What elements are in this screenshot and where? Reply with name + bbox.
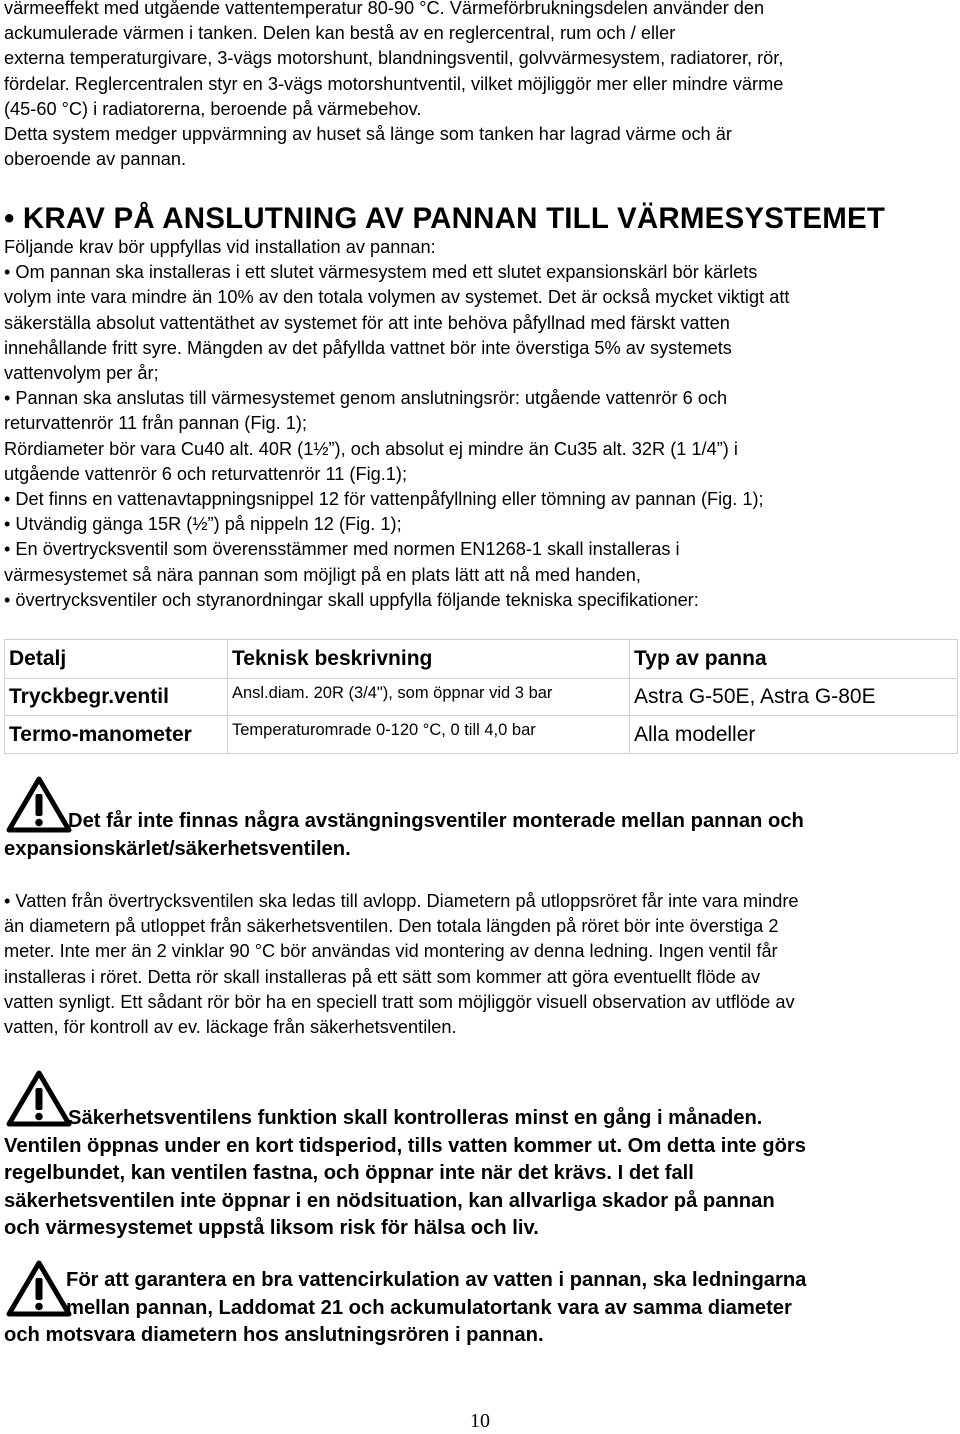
- intro-line: värmeeffekt med utgående vattentemperatur 80-90 °C. Värmeförbrukningsdelen använder den: [4, 0, 765, 18]
- intro-line: Detta system medger uppvärmning av huset så länge som tanken har lagrad värme och är: [4, 124, 732, 145]
- requirement-line: • En övertrycksventil som överensstämmer med normen EN1268-1 skall installeras i: [4, 539, 680, 560]
- drain-line: • Vatten från övertrycksventilen ska ledas till avlopp. Diametern på utloppsröret får inte vara mindre: [4, 891, 799, 911]
- warning-line: regelbundet, kan ventilen fastna, och öppnar inte när det krävs. I det fall: [4, 1162, 694, 1184]
- warning-line: och motsvara diametern hos anslutningsrören i pannan.: [4, 1324, 544, 1346]
- spec-table: [4, 639, 958, 754]
- drain-line: meter. Inte mer än 2 vinklar 90 °C bör användas vid montering av denna ledning. Ingen ventil får: [4, 941, 778, 962]
- warning-line: säkerhetsventilen inte öppnar i en nödsituation, kan allvarliga skador på pannan: [4, 1189, 775, 1212]
- intro-paragraph: [4, 0, 956, 172]
- requirement-line: • Utvändig gänga 15R (½”) på nippeln 12 (Fig. 1);: [4, 514, 402, 535]
- drain-line: än diametern på utloppet från säkerhetsventilen. Den totala längden på röret bör inte överstiga 2: [4, 916, 779, 937]
- table-cell: Astra G-50E, Astra G-80E: [630, 679, 958, 716]
- intro-line: ackumulerade värmen i tanken. Delen kan bestå av en reglercentral, rum och / eller: [4, 23, 676, 44]
- warning-circulation: [4, 1267, 956, 1350]
- table-header-cell: Typ av panna: [630, 640, 958, 679]
- requirement-line: volym inte vara mindre än 10% av den totala volymen av systemet. Det är också mycket viktigt att: [4, 287, 790, 308]
- requirement-line: Följande krav bör uppfyllas vid installation av pannan:: [4, 237, 436, 257]
- requirement-line: • Om pannan ska installeras i ett slutet värmesystem med ett slutet expansionskärl bör kärlets: [4, 262, 758, 283]
- table-header-cell: Detalj: [5, 640, 228, 679]
- table-row: [5, 679, 958, 716]
- requirement-line: • övertrycksventiler och styranordningar skall uppfylla följande tekniska specifikationer:: [4, 589, 699, 610]
- requirement-line: värmesystemet så nära pannan som möjligt på en plats lätt att nå med handen,: [4, 564, 641, 585]
- warning-line: mellan pannan, Laddomat 21 och ackumulatortank vara av samma diameter: [66, 1296, 792, 1319]
- table-cell: [228, 716, 630, 754]
- requirements-list: [4, 235, 956, 613]
- section-heading: • KRAV PÅ ANSLUTNING AV PANNAN TILL VÄRMESYSTEMET: [4, 202, 886, 235]
- table-header-row: [5, 640, 958, 679]
- intro-line: oberoende av pannan.: [4, 149, 187, 170]
- warning-line: Det får inte finnas några avstängningsventiler monterade mellan pannan och: [68, 810, 804, 832]
- warning-line: Ventilen öppnas under en kort tidsperiod, tills vatten kommer ut. Om detta inte görs: [4, 1134, 807, 1157]
- requirement-line: utgående vattenrör 6 och returvattenrör 11 (Fig.1);: [4, 463, 408, 484]
- drain-line: installeras i röret. Detta rör skall installeras på ett sätt som kommer att göra eventuellt flöde av: [4, 966, 761, 987]
- warning-line: expansionskärlet/säkerhetsventilen.: [4, 837, 351, 860]
- drain-paragraph: [4, 889, 956, 1040]
- warning-valves: [4, 808, 956, 863]
- requirement-line: • Det finns en vattenavtappningsnippel 12 för vattenpåfyllning eller tömning av pannan (Fig. 1);: [4, 489, 764, 510]
- intro-line: fördelar. Reglercentralen styr en 3-vägs motorshuntventil, vilket möjliggör mer eller mindre värme: [4, 73, 784, 94]
- table-row: [5, 716, 958, 754]
- table-header-cell: Teknisk beskrivning: [228, 640, 630, 679]
- table-cell: Termo-manometer: [5, 716, 228, 754]
- drain-line: vatten, för kontroll av ev. läckage från säkerhetsventilen.: [4, 1017, 457, 1038]
- warning-line: och värmesystemet uppstå liksom risk för hälsa och liv.: [4, 1217, 539, 1239]
- requirement-line: • Pannan ska anslutas till värmesystemet genom anslutningsrör: utgående vattenrör 6 och: [4, 388, 728, 409]
- warning-safety-valve: [4, 1105, 956, 1243]
- page-number: 10: [470, 1410, 490, 1432]
- requirement-line: vattenvolym per år;: [4, 363, 159, 384]
- requirement-line: säkerställa absolut vattentäthet av systemet för att inte behöva påfyllnad med färskt vatten: [4, 312, 730, 333]
- table-cell: Alla modeller: [630, 716, 958, 754]
- drain-line: vatten synligt. Ett sådant rör bör ha en speciell tratt som möjliggör visuell observation av utflöde av: [4, 991, 795, 1012]
- intro-line: (45-60 °C) i radiatorerna, beroende på värmebehov.: [4, 98, 422, 119]
- requirement-line: returvattenrör 11 från pannan (Fig. 1);: [4, 413, 307, 434]
- warning-line: Säkerhetsventilens funktion skall kontrolleras minst en gång i månaden.: [68, 1107, 763, 1129]
- table-cell-text: Temperaturomrade 0-120 °C, 0 till 4,0 bar: [232, 721, 536, 739]
- table-cell-text: Ansl.diam. 20R (3/4"), som öppnar vid 3 bar: [232, 683, 553, 702]
- requirement-line: innehållande fritt syre. Mängden av det påfyllda vattnet bör inte överstiga 5% av systemets: [4, 337, 732, 358]
- requirement-line: Rördiameter bör vara Cu40 alt. 40R (1½”), och absolut ej mindre än Cu35 alt. 32R (1 1/4”) i: [4, 438, 738, 459]
- table-cell: [228, 679, 630, 716]
- warning-line: För att garantera en bra vattencirkulation av vatten i pannan, ska ledningarna: [66, 1269, 807, 1291]
- table-cell: Tryckbegr.ventil: [5, 679, 228, 716]
- intro-line: externa temperaturgivare, 3-vägs motorshunt, blandningsventil, golvvärmesystem, radiatorer, rör,: [4, 48, 784, 69]
